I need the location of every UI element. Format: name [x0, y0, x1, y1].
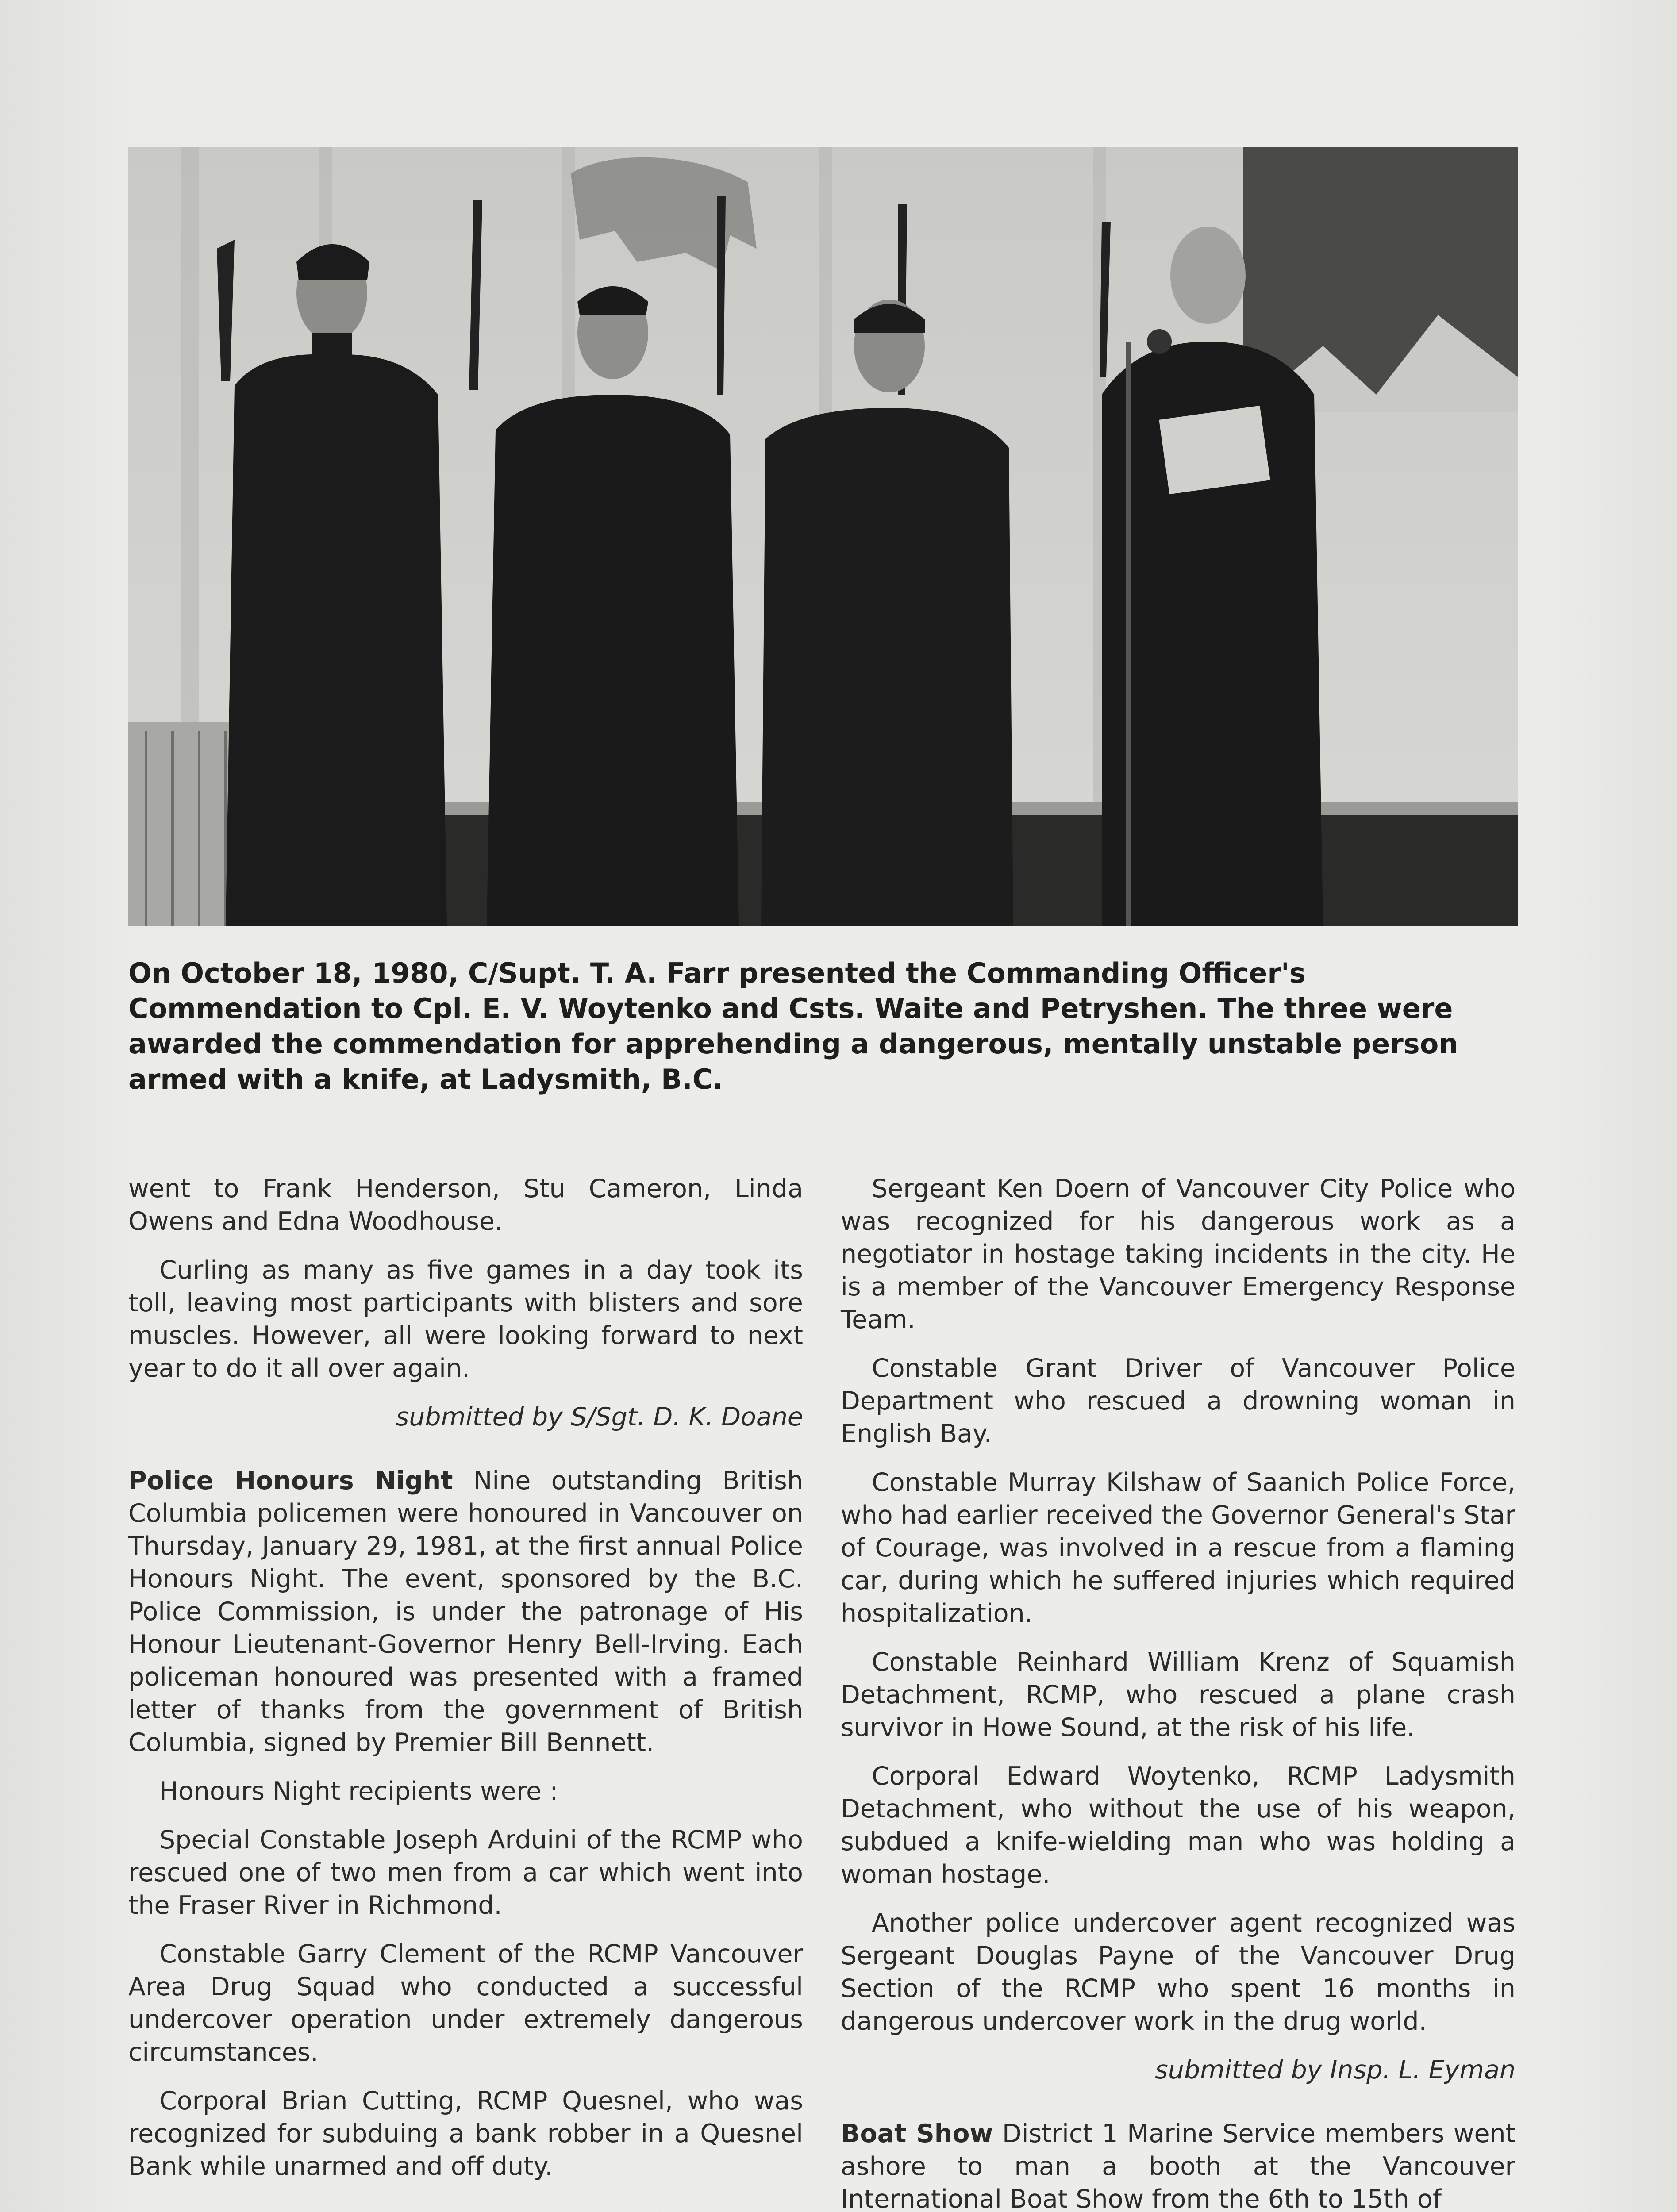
recipient-entry: Constable Grant Driver of Vancouver Police Department who rescued a drowning woman in English Bay. — [841, 1354, 1515, 1448]
section-boat-show — [841, 2117, 1515, 2212]
signature: submitted by Insp. L. Eyman — [1155, 2055, 1515, 2085]
recipient-entry: Constable Murray Kilshaw of Saanich Police Force, who had earlier received the Governor General's Star of Courage, was involved in a rescue from a flaming car, during which he suffered injuries which required hospitalization. — [841, 1468, 1515, 1628]
paragraph: went to Frank Henderson, Stu Cameron, Linda Owens and Edna Woodhouse. — [128, 1174, 803, 1236]
section-heading: Police Honours Night — [128, 1466, 453, 1495]
paragraph: Curling as many as five games in a day took its toll, leaving most participants with blisters and sore muscles. However, all were looking forward to next year to do it all over again. — [128, 1256, 803, 1383]
section-police-honours — [128, 1464, 803, 1759]
left-column — [128, 1172, 803, 2199]
paragraph: Another police undercover agent recognized was Sergeant Douglas Payne of the Vancouver Drug Section of the RCMP who spent 16 months in dangerous undercover work in the drug world. — [841, 1909, 1515, 2036]
section-body: District 1 Marine Service members went ashore to man a booth at the Vancouver International Boat Show from the 6th to 15th of — [841, 2119, 1515, 2212]
recipient-entry: Special Constable Joseph Arduini of the RCMP who rescued one of two men from a car which went into the Fraser River in Richmond. — [128, 1825, 803, 1920]
section-heading: Boat Show — [841, 2119, 993, 2148]
recipient-entry: Sergeant Ken Doern of Vancouver City Police who was recognized for his dangerous work as a negotiator in hostage taking incidents in the city. He is a member of the Vancouver Emergency Response Team. — [841, 1174, 1515, 1334]
paragraph: Honours Night recipients were : — [159, 1777, 558, 1806]
recipient-entry: Constable Garry Clement of the RCMP Vancouver Area Drug Squad who conducted a successful undercover operation under extremely dangerous circumstances. — [128, 1939, 803, 2067]
photo-caption: On October 18, 1980, C/Supt. T. A. Farr presented the Commanding Officer's Commendation to Cpl. E. V. Woytenko and Csts. Waite and Petryshen. The three were awarded the commendation for apprehending a dangerous, mentally unstable person armed with a knife, at Ladysmith, B.C. — [128, 957, 1458, 1095]
section-body: Nine outstanding British Columbia policemen were honoured in Vancouver on Thursday, January 29, 1981, at the first annual Police Honours Night. The event, sponsored by the B.C. Police Commission, is under the patronage of His Honour Lieutenant-Governor Henry Bell-Irving. Each policeman honoured was presented with a framed letter of thanks from the government of British Columbia, signed by Premier Bill Bennett. — [128, 1466, 803, 1757]
ceremony-photograph — [128, 147, 1518, 926]
signature: submitted by S/Sgt. D. K. Doane — [396, 1402, 803, 1432]
recipient-entry: Corporal Edward Woytenko, RCMP Ladysmith Detachment, who without the use of his weapon, subdued a knife-wielding man who was holding a woman hostage. — [841, 1762, 1515, 1889]
recipient-entry: Corporal Brian Cutting, RCMP Quesnel, who was recognized for subduing a bank robber in a Quesnel Bank while unarmed and off duty. — [128, 2086, 803, 2181]
recipient-entry: Constable Reinhard William Krenz of Squamish Detachment, RCMP, who rescued a plane crash survivor in Howe Sound, at the risk of his life. — [841, 1647, 1515, 1742]
right-column — [841, 1172, 1515, 2212]
